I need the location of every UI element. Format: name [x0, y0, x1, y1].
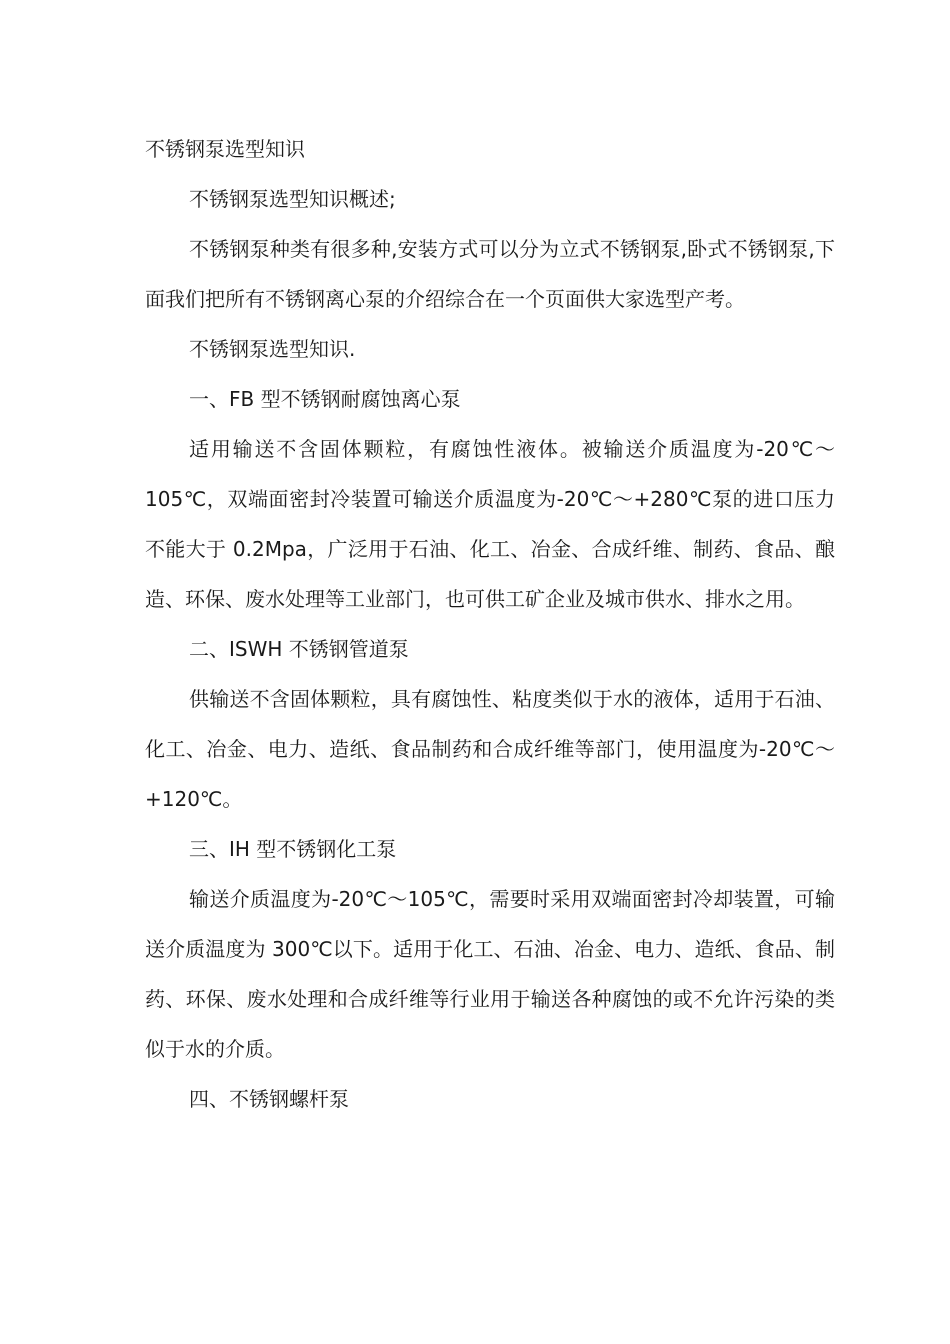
- overview-heading: 不锈钢泵选型知识概述;: [189, 187, 396, 211]
- section-heading-ih: 三、IH 型不锈钢化工泵: [189, 837, 397, 861]
- section-body-ih: 输送介质温度为-20℃～105℃，需要时采用双端面密封冷却装置，可输送介质温度为 300℃以下。适用于化工、石油、冶金、电力、造纸、食品、制药、环保、废水处理和合成纤维等行业用于输送各种腐蚀的或不允许污染的类似于水的介质。: [145, 887, 835, 1061]
- document-body: [145, 124, 835, 1124]
- document-title: 不锈钢泵选型知识: [145, 137, 305, 161]
- section-heading-fb: 一、FB 型不锈钢耐腐蚀离心泵: [189, 387, 461, 411]
- intro-paragraph: 不锈钢泵种类有很多种,安装方式可以分为立式不锈钢泵,卧式不锈钢泵,下面我们把所有不锈钢离心泵的介绍综合在一个页面供大家选型产考。: [145, 237, 835, 311]
- section-heading-screw: 四、不锈钢螺杆泵: [189, 1087, 349, 1111]
- section-body-fb: 适用输送不含固体颗粒，有腐蚀性液体。被输送介质温度为-20℃～105℃，双端面密封冷装置可输送介质温度为-20℃～+280℃泵的进口压力不能大于 0.2Mpa，广泛用于石油、化工、冶金、合成纤维、制药、食品、酿造、环保、废水处理等工业部门，也可供工矿企业及城市供水、排水之用。: [145, 437, 835, 611]
- subheading: 不锈钢泵选型知识.: [189, 337, 356, 361]
- section-heading-iswh: 二、ISWH 不锈钢管道泵: [189, 637, 409, 661]
- section-body-iswh: 供输送不含固体颗粒，具有腐蚀性、粘度类似于水的液体，适用于石油、化工、冶金、电力、造纸、食品制药和合成纤维等部门，使用温度为-20℃～+120℃。: [145, 687, 835, 811]
